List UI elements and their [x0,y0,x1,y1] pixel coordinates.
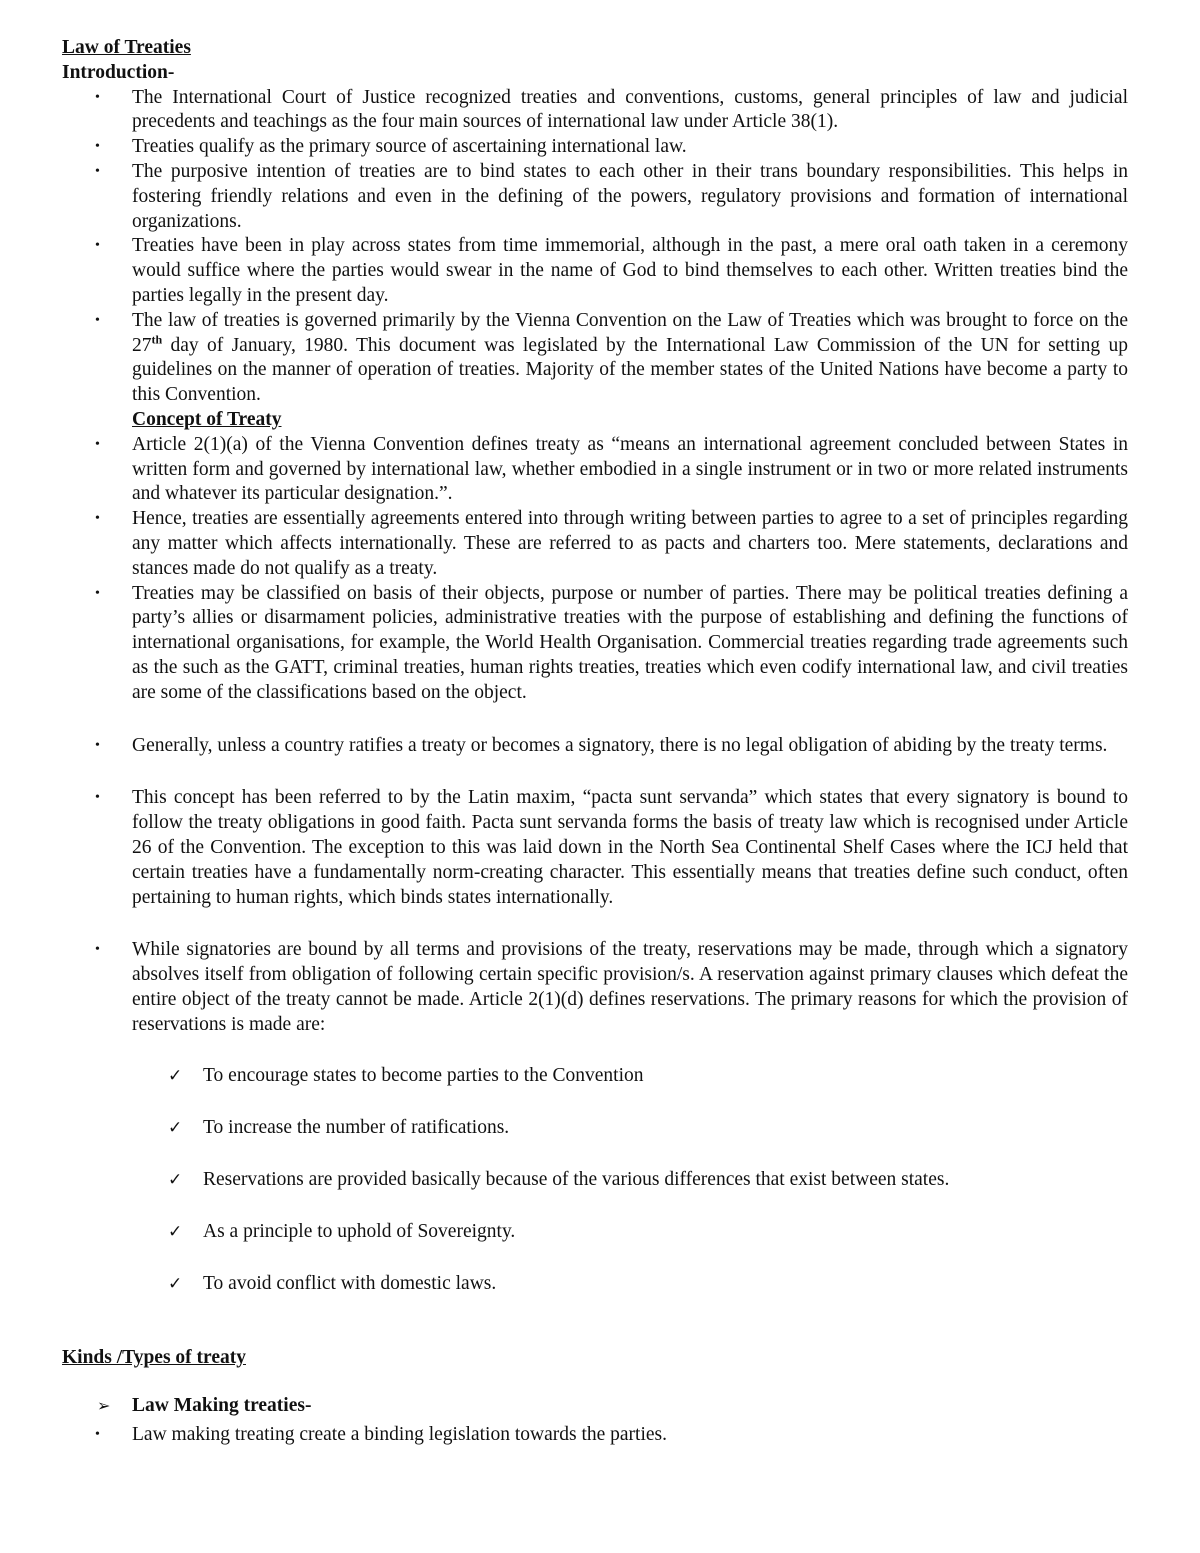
list-item-text: While signatories are bound by all terms and provisions of the treaty, reservations may be made, through which a signatory absolves itself from obligation of following certain specific provision/s. A reservation against primary clauses which defeat the entire object of the treaty cannot be made. Article 2(1)(d) defines reservations. The primary reasons for which the provision of reservations is made are: [132,939,1128,1035]
list-item [62,507,1128,581]
reason-item [62,1168,1128,1220]
list-item [62,938,1128,1037]
bullet-icon: • [95,1427,100,1443]
vienna-text-before: The law of treaties is governed primarily by the Vienna Convention on the Law of Treaties which was brought to force on the 27 [132,309,1128,356]
checkmark-icon: ✓ [168,1118,183,1139]
bullet-icon: • [95,511,100,527]
list-item-text: Hence, treaties are essentially agreements entered into through writing between parties to agree to a set of principles regarding any matter which affects internationally. These are referred to as pacts and charters too. Mere statements, declarations and stances made do not qualify as a treaty. [132,508,1128,579]
reasons-list [62,1064,1128,1324]
bullet-icon: • [95,942,100,958]
introduction-list [62,86,1128,408]
list-item [62,582,1128,706]
checkmark-icon: ✓ [168,1222,183,1243]
reason-item [62,1272,1128,1324]
bullet-icon: • [95,737,100,753]
reason-text: To encourage states to become parties to the Convention [203,1065,644,1087]
bullet-icon: • [95,585,100,601]
list-item-text: Treaties qualify as the primary source of ascertaining international law. [132,136,687,158]
law-making-list [62,1423,1128,1448]
spacer [62,910,1128,938]
checkmark-icon: ✓ [168,1274,183,1295]
reason-text: To increase the number of ratifications. [203,1117,510,1139]
pacta-list [62,786,1128,910]
bullet-icon: • [95,312,100,328]
reason-text: Reservations are provided basically because of the various differences that exist between states. [203,1169,950,1191]
concept-heading: Concept of Treaty [132,408,282,430]
list-item-text: Generally, unless a country ratifies a treaty or becomes a signatory, there is no legal obligation of abiding by the treaty terms. [132,734,1108,756]
bullet-icon: • [95,436,100,452]
ordinal-suffix: th [151,332,163,347]
vienna-text-after: day of January, 1980. This document was legislated by the International Law Commission of the UN for setting up guidelines on the manner of operation of treaties. Majority of the member states of the United Nations have become a party to this Convention. [132,334,1128,406]
reason-text: To avoid conflict with domestic laws. [203,1273,497,1295]
spacer [62,1037,1128,1064]
list-item-text: The purposive intention of treaties are to bind states to each other in their trans boundary responsibilities. This helps in fostering friendly relations and even in the defining of the powers, regulatory provisions and formation of international organizations. [132,160,1128,232]
obligation-list [62,734,1128,759]
checkmark-icon: ✓ [168,1066,183,1087]
reason-item [62,1220,1128,1272]
list-item-text: This concept has been referred to by the Latin maxim, “pacta sunt servanda” which states that every signatory is bound to follow the treaty obligations in good faith. Pacta sunt servanda forms the basis of treaty law which is recognised under Article 26 of the Convention. The exception to this was laid down in the North Sea Continental Shelf Cases where the ICJ held that certain treaties have a fundamentally norm-creating character. This essentially means that treaties define such conduct, often pertaining to human rights, which binds states internationally. [132,787,1128,908]
bullet-icon: • [95,790,100,806]
list-item [62,234,1128,308]
spacer [62,758,1128,786]
document-page [62,36,1128,1448]
list-item-text: The International Court of Justice recognized treaties and conventions, customs, general principles of law and judicial precedents and teachings as the four main sources of international law under Article 38(1). [132,86,1128,133]
spacer [62,706,1128,734]
list-item [62,1423,1128,1448]
list-item [62,734,1128,759]
list-item [62,433,1128,507]
introduction-heading: Introduction- [62,61,175,83]
kinds-heading: Kinds /Types of treaty [62,1347,246,1369]
list-item [62,160,1128,234]
reason-item [62,1064,1128,1116]
bullet-icon: • [95,139,100,155]
list-item-text: Treaties have been in play across states from time immemorial, although in the past, a mere oral oath taken in a ceremony would suffice where the parties would swear in the name of God to bind themselves to each other. Written treaties bind the parties legally in the present day. [132,235,1128,306]
list-item-text: Article 2(1)(a) of the Vienna Convention defines treaty as “means an international agreement concluded between States in written form and governed by international law, whether embodied in a single instrument or in two or more related instruments and whatever its particular designation.”. [132,433,1128,505]
list-item [62,309,1128,408]
bullet-icon: • [95,89,100,105]
bullet-icon: • [95,238,100,254]
reason-item [62,1116,1128,1168]
law-making-heading: Law Making treaties- [132,1395,312,1417]
bullet-icon: • [95,163,100,179]
list-item-text [132,310,1128,405]
list-item [62,786,1128,910]
law-making-heading-item [62,1394,1128,1419]
list-item-text: Law making treating create a binding legislation towards the parties. [132,1424,667,1446]
list-item [62,135,1128,160]
concept-list [62,433,1128,706]
checkmark-icon: ✓ [168,1170,183,1191]
list-item-text: Treaties may be classified on basis of their objects, purpose or number of parties. There may be political treaties defining a party’s allies or disarmament policies, administrative treaties with the purpose of establishing and defining the functions of international organisations, for example, the World Health Organisation. Commercial treaties regarding trade agreements such as the such as the GATT, criminal treaties, human rights treaties, treaties which even codify international law, and civil treaties are some of the classifications based on the object. [132,582,1128,703]
list-item [62,86,1128,136]
reason-text: As a principle to uphold of Sovereignty. [203,1221,516,1243]
document-title: Law of Treaties [62,37,191,58]
reservation-list [62,938,1128,1037]
arrow-bullet-icon: ➢ [97,1396,111,1416]
